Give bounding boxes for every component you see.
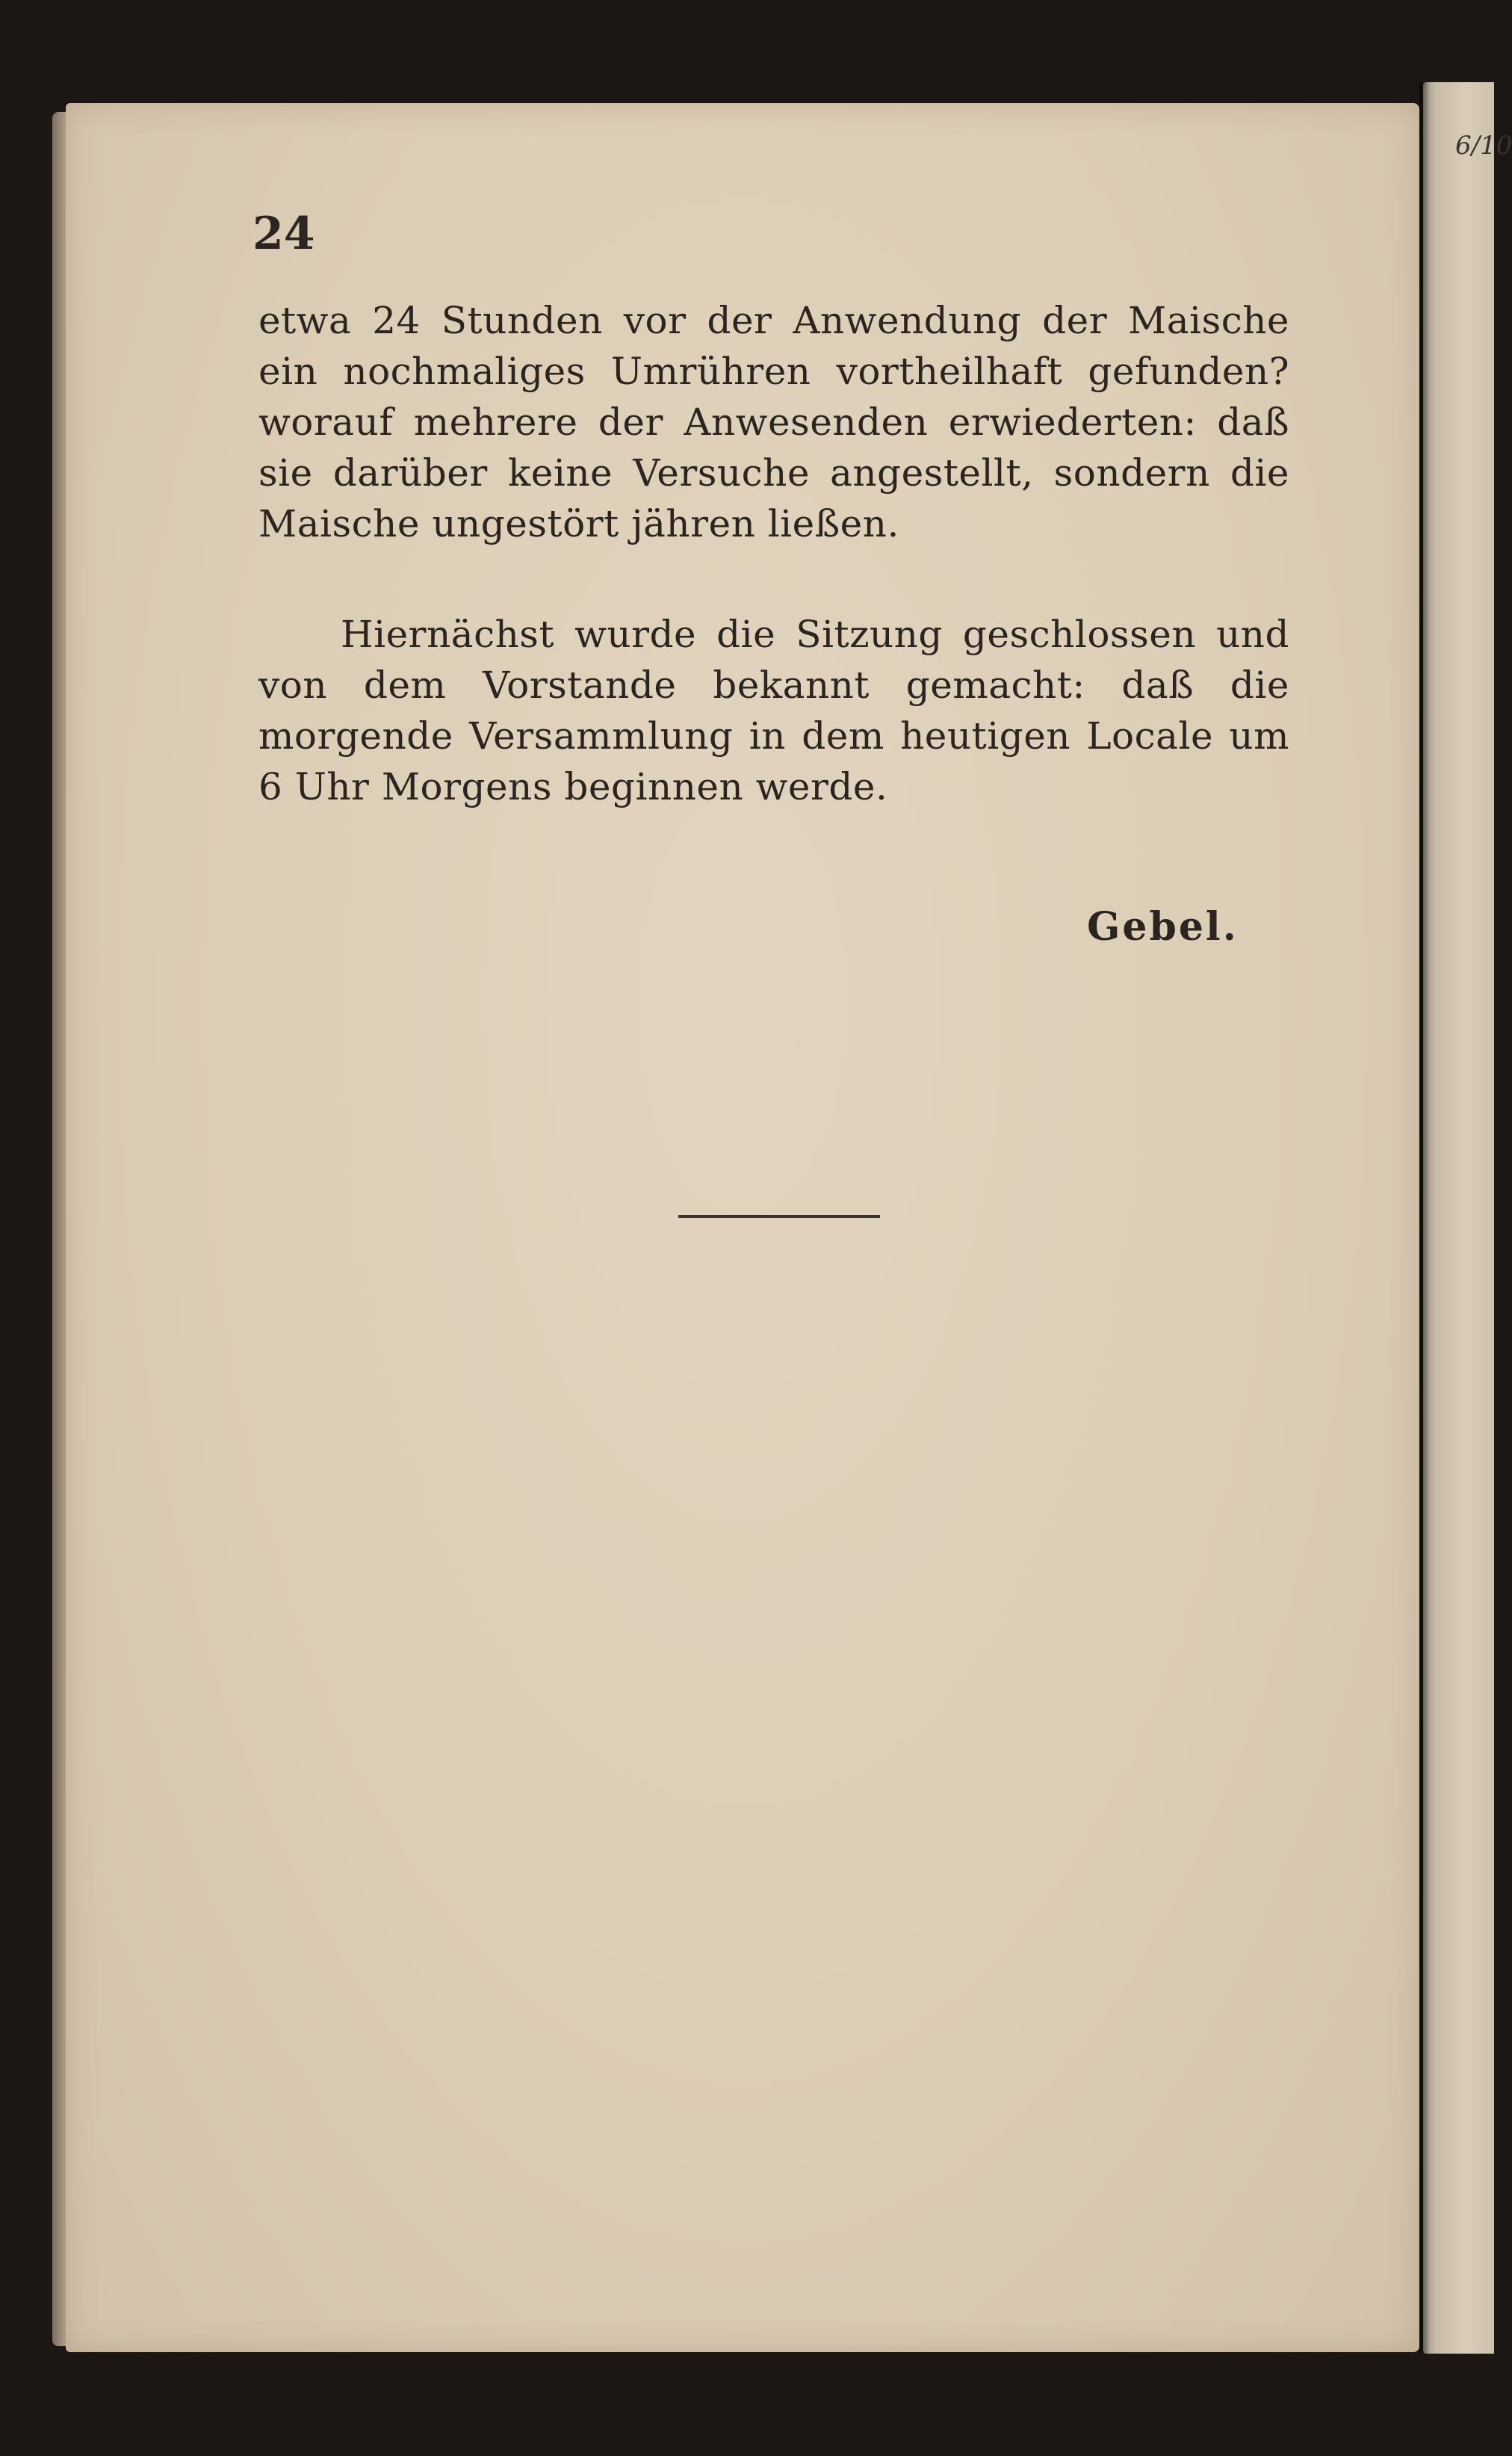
margin-pencil-note: 6/10 [1455, 131, 1512, 161]
paragraph-1: etwa 24 Stunden vor der Anwendung der Maische ein nochmaliges Umrühren vortheilhaft gefunden? worauf mehrere der Anwesenden erwiederten: daß sie darüber keine Versuche angestellt, sondern die Maische ungestört jähren ließen. [258, 299, 1289, 545]
signature: Gebel. [1087, 904, 1239, 950]
paragraph-2: Hiernächst wurde die Sitzung geschlossen und von dem Vorstande bekannt gemacht: daß die morgende Versammlung in dem heutigen Locale um 6 Uhr Morgens beginnen werde. [258, 613, 1289, 808]
page-number: 24 [252, 208, 315, 260]
gutter-shadow [1419, 82, 1430, 2354]
next-leaf-edge [1423, 82, 1494, 2354]
section-divider-rule [678, 1215, 880, 1218]
